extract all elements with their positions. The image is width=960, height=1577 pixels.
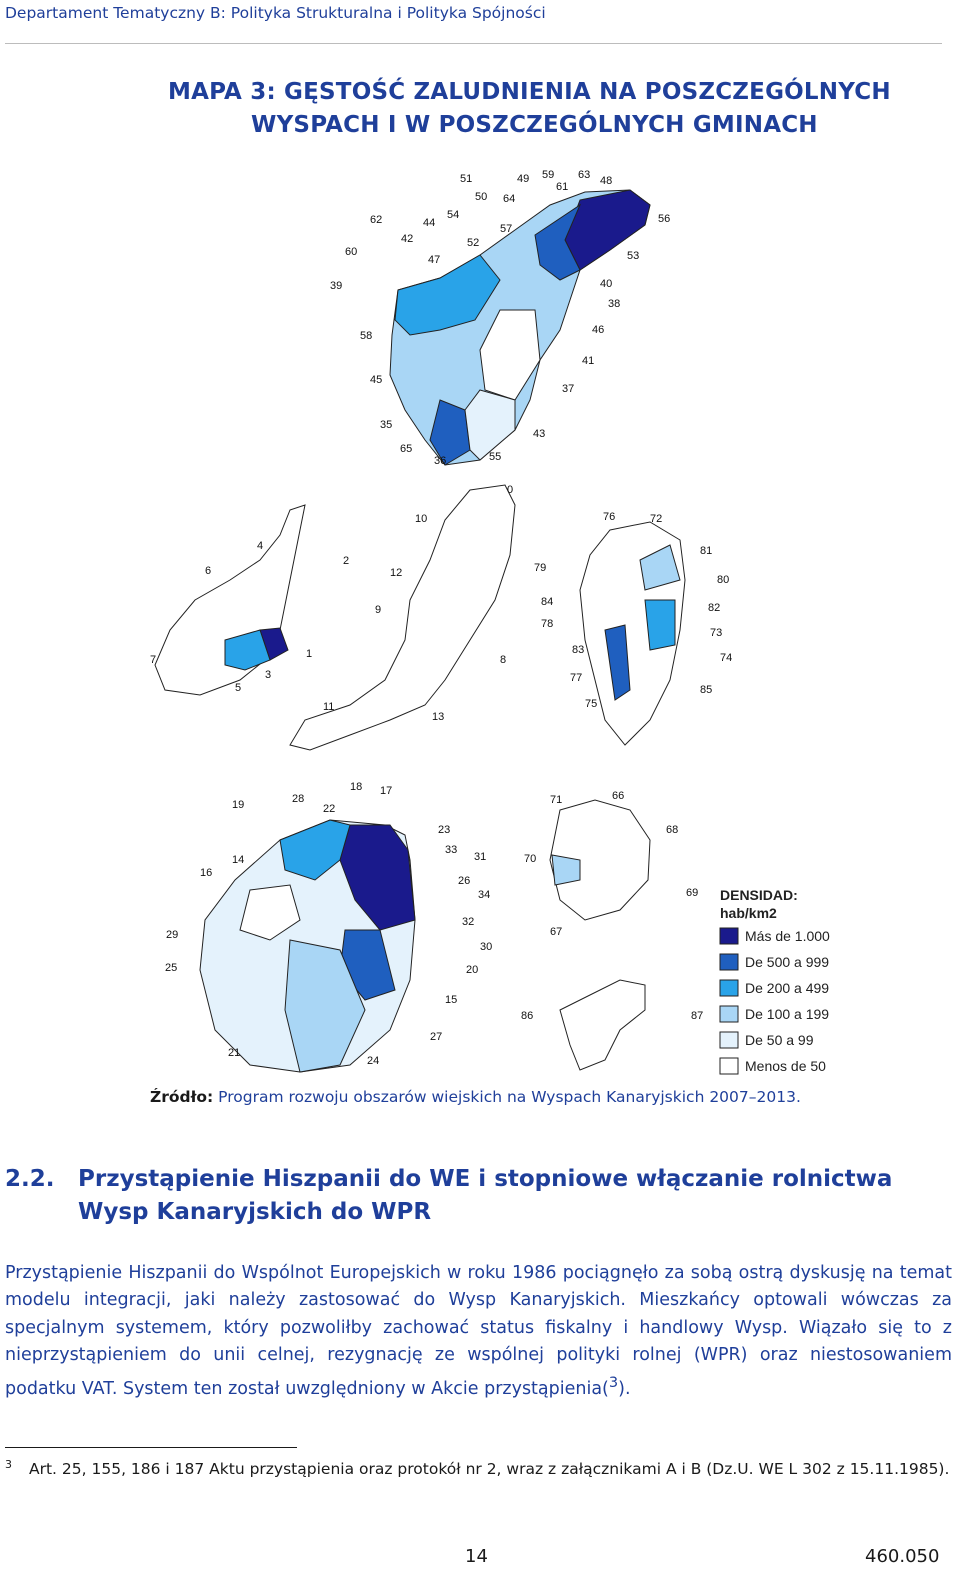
- section-heading: [5, 1163, 892, 1229]
- map-label: 79: [534, 562, 547, 574]
- map-label: 53: [627, 250, 640, 262]
- section-title-line1: Przystąpienie Hiszpanii do WE i stopniowe włączanie rolnictwa: [78, 1166, 893, 1192]
- map-label: 21: [228, 1047, 241, 1059]
- map-label: 34: [478, 889, 491, 901]
- map-label: 84: [541, 596, 554, 608]
- el-hierro-outline: [560, 980, 645, 1070]
- map-label: 51: [460, 173, 473, 185]
- map-label: 32: [462, 916, 475, 928]
- map-label: 24: [367, 1055, 380, 1067]
- page-number: 14: [465, 1546, 488, 1567]
- legend-label: De 100 a 199: [745, 1006, 830, 1022]
- island-la-gomera: [550, 800, 650, 920]
- la-palma-zone-bright: [645, 600, 675, 650]
- map-label: 5: [235, 682, 242, 694]
- map-label: 9: [375, 604, 382, 616]
- map-legend: [720, 887, 830, 1074]
- map-title-line1: MAPA 3: GĘSTOŚĆ ZALUDNIENIA NA POSZCZEGÓLNYCH: [168, 79, 891, 105]
- map-label: 37: [562, 383, 575, 395]
- map-label: 70: [524, 853, 537, 865]
- map-label: 58: [360, 330, 373, 342]
- section-number: 2.2.: [5, 1166, 55, 1192]
- map-label: 16: [200, 867, 213, 879]
- map-label: 56: [658, 213, 671, 225]
- map-label: 57: [500, 223, 513, 235]
- map-label: 19: [232, 799, 245, 811]
- map-label: 67: [550, 926, 563, 938]
- map-label: 63: [578, 169, 591, 181]
- map-label: 46: [592, 324, 605, 336]
- island-tenerife: [390, 190, 650, 465]
- map-label: 44: [423, 217, 436, 229]
- footnote-text: Art. 25, 155, 186 i 187 Aktu przystąpienia oraz protokół nr 2, wraz z załącznikami A i B (Dz.U. WE L 302 z 15.11.1985).: [29, 1460, 950, 1478]
- footnote-mark: 3: [5, 1458, 12, 1471]
- map-label: 59: [542, 169, 555, 181]
- map-label: 82: [708, 602, 721, 614]
- map-label: 40: [600, 278, 613, 290]
- body-text: Przystąpienie Hiszpanii do Wspólnot Europejskich w roku 1986 pociągnęło za sobą ostrą dyskusję na temat modelu integracji, jaki należy zastosować do Wysp Kanaryjskich. Mieszkańcy optowali wówczas za specjalnym systemem, który pozwoliłby zachować status fiskalny i handlowy Wysp. Wiązało się to z nieprzystąpieniem do unii celnej, rezygnację ze wspólnej polityki rolnej (WPR) oraz niestosowaniem podatku VAT. System ten został uwzględniony w Akcie przystąpienia(: [5, 1263, 952, 1400]
- map-label: 10: [415, 513, 428, 525]
- map-label: 27: [430, 1031, 443, 1043]
- map-label: 31: [474, 851, 487, 863]
- map-label: 69: [686, 887, 699, 899]
- legend-swatch: [720, 980, 738, 996]
- map-label: 42: [401, 233, 414, 245]
- map-label: 87: [691, 1010, 704, 1022]
- footnote: [5, 1459, 952, 1479]
- map-title: [168, 76, 891, 142]
- map-label: 50: [475, 191, 488, 203]
- map-label: 45: [370, 374, 383, 386]
- source-label: Źródło:: [150, 1088, 214, 1106]
- map-label: 78: [541, 618, 554, 630]
- map-label: 47: [428, 254, 441, 266]
- legend-label: De 200 a 499: [745, 980, 830, 996]
- map-label: 3: [265, 669, 272, 681]
- map-label: 52: [467, 237, 480, 249]
- map-label: 18: [350, 781, 363, 793]
- map-label: 7: [150, 654, 157, 666]
- map-label: 35: [380, 419, 393, 431]
- map-label: 15: [445, 994, 458, 1006]
- map-label: 13: [432, 711, 445, 723]
- map-label: 39: [330, 280, 343, 292]
- legend-title-line2: hab/km2: [720, 905, 777, 921]
- header-divider: [5, 43, 942, 44]
- map-label: 54: [447, 209, 460, 221]
- map-label: 33: [445, 844, 458, 856]
- island-lanzarote: [155, 505, 305, 695]
- map-label: 48: [600, 175, 613, 187]
- legend-swatch: [720, 1058, 738, 1074]
- map-label: 12: [390, 567, 403, 579]
- legend-swatch: [720, 954, 738, 970]
- map-label: 14: [232, 854, 245, 866]
- map-label: 73: [710, 627, 723, 639]
- footnote-ref[interactable]: 3: [608, 1374, 619, 1392]
- map-title-line2: WYSPACH I W POSZCZEGÓLNYCH GMINACH: [251, 112, 818, 138]
- map-label: 41: [582, 355, 595, 367]
- map-label: 86: [521, 1010, 534, 1022]
- map-label: 81: [700, 545, 713, 557]
- map-label: 76: [603, 511, 616, 523]
- map-label: 71: [550, 794, 563, 806]
- map-label: 75: [585, 698, 598, 710]
- map-label: 55: [489, 451, 502, 463]
- document-header: Departament Tematyczny B: Polityka Strukturalna i Polityka Spójności: [5, 4, 546, 22]
- map-label: 17: [380, 785, 393, 797]
- la-gomera-zone-light: [552, 855, 580, 885]
- island-la-palma: [580, 522, 685, 745]
- legend-label: De 500 a 999: [745, 954, 830, 970]
- map-label: 68: [666, 824, 679, 836]
- map-label: 36: [434, 455, 447, 467]
- map-label: 22: [323, 803, 336, 815]
- map-label: 65: [400, 443, 413, 455]
- map-label: 64: [503, 193, 516, 205]
- legend-swatch: [720, 928, 738, 944]
- body-end: ).: [618, 1379, 631, 1400]
- source-text: Program rozwoju obszarów wiejskich na Wyspach Kanaryjskich 2007–2013.: [213, 1088, 801, 1106]
- map-label: 30: [480, 941, 493, 953]
- map-source: [150, 1088, 801, 1106]
- map-label: 62: [370, 214, 383, 226]
- legend-swatch: [720, 1006, 738, 1022]
- map-label: 28: [292, 793, 305, 805]
- map-label: 29: [166, 929, 179, 941]
- map-label: 49: [517, 173, 530, 185]
- body-paragraph: [5, 1260, 952, 1403]
- map-label: 66: [612, 790, 625, 802]
- map-label: 74: [720, 652, 733, 664]
- legend-swatch: [720, 1032, 738, 1048]
- map-label: 38: [608, 298, 621, 310]
- map-label: 20: [466, 964, 479, 976]
- map-label: 25: [165, 962, 178, 974]
- map-label: 11: [323, 701, 335, 713]
- map-label: 61: [556, 181, 569, 193]
- map-label: 2: [343, 555, 350, 567]
- tenerife-zone-pale: [465, 390, 515, 460]
- map-label: 4: [257, 540, 264, 552]
- map-label: 85: [700, 684, 713, 696]
- map-label: 0: [507, 484, 514, 496]
- legend-label: Menos de 50: [745, 1058, 826, 1074]
- map-label: 26: [458, 875, 471, 887]
- map-label: 1: [306, 648, 313, 660]
- footnote-divider: [5, 1447, 297, 1448]
- document-id: 460.050: [865, 1546, 940, 1567]
- map-label: 83: [572, 644, 585, 656]
- map-label: 6: [205, 565, 212, 577]
- map-label: 72: [650, 513, 663, 525]
- legend-label: Más de 1.000: [745, 928, 830, 944]
- map-label: 23: [438, 824, 451, 836]
- map-label: 43: [533, 428, 546, 440]
- map-label: 77: [570, 672, 583, 684]
- map-label: 8: [500, 654, 507, 666]
- island-el-hierro: [560, 980, 645, 1070]
- legend-label: De 50 a 99: [745, 1032, 814, 1048]
- map-label: 60: [345, 246, 358, 258]
- legend-title-line1: DENSIDAD:: [720, 887, 798, 903]
- map-label: 80: [717, 574, 730, 586]
- section-title-line2: Wysp Kanaryjskich do WPR: [78, 1199, 432, 1225]
- population-density-map: [140, 160, 850, 1085]
